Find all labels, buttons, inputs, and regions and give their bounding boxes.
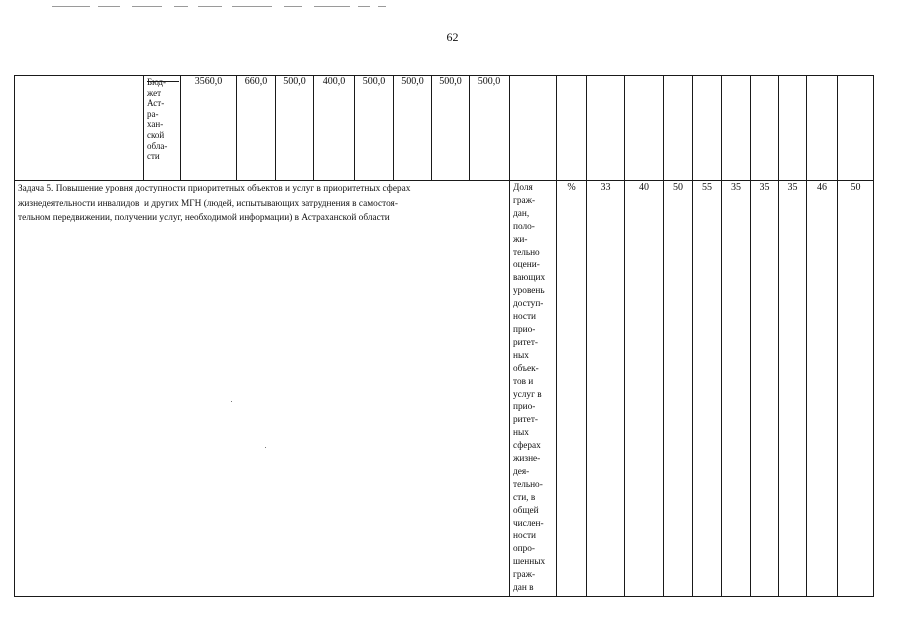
table-bottom-border	[14, 596, 874, 597]
indicator-value: 35	[759, 182, 770, 193]
col-divider	[469, 75, 470, 181]
indicator-value: 35	[787, 182, 798, 193]
col-divider	[313, 75, 314, 181]
col-divider	[721, 75, 722, 597]
indicator-value: 50	[850, 182, 861, 193]
col-divider	[354, 75, 355, 181]
col-divider	[275, 75, 276, 181]
col-divider	[236, 75, 237, 181]
indicator-value: 35	[731, 182, 741, 193]
budget-value: 500,0	[477, 76, 501, 87]
col-divider	[837, 75, 838, 597]
col-divider	[180, 75, 181, 181]
col-divider	[509, 75, 510, 597]
scan-speck	[265, 447, 266, 448]
indicator-value: 40	[639, 182, 649, 193]
budget-source-label: Бюд- жет Аст- ра- хан- ской обла- сти	[147, 77, 168, 162]
budget-value: 400,0	[322, 76, 346, 87]
col-divider	[692, 75, 693, 597]
col-divider	[143, 75, 144, 181]
indicator-value: 46	[817, 182, 827, 193]
indicator-value: 50	[673, 182, 683, 193]
budget-value: 500,0	[362, 76, 386, 87]
scan-artifact	[52, 6, 392, 8]
indicator-value: 55	[702, 182, 712, 193]
budget-value: 660,0	[244, 76, 268, 87]
budget-value: 500,0	[283, 76, 306, 87]
table-left-border	[14, 75, 15, 597]
col-divider	[750, 75, 751, 597]
col-divider	[586, 75, 587, 597]
indicator-value: 33	[600, 182, 611, 193]
budget-value: 500,0	[439, 76, 462, 87]
col-divider	[806, 75, 807, 597]
col-divider	[431, 75, 432, 181]
col-divider	[663, 75, 664, 597]
scan-speck	[231, 401, 232, 402]
task-description: Задача 5. Повышение уровня доступности приоритетных объектов и услуг в приоритетных сферах жизнедеятельности инвалидов и других МГН (людей, испытывающих затруднения в самостоя- тельном передвижении, получении услуг, необходимой информации) в Астраханской области	[18, 184, 411, 224]
unit-cell: %	[567, 182, 576, 193]
budget-value: 500,0	[401, 76, 424, 87]
budget-value: 3560,0	[194, 76, 223, 87]
col-divider	[624, 75, 625, 597]
col-divider	[393, 75, 394, 181]
indicator-description: Доля граж- дан, поло- жи- тельно оцени- вающих уровень доступ- ности прио- ритет- ных объек- тов и услуг в прио- ритет- ных сферах жизне- дея- тельно- сти, в общей числен- ности опро- шенных граж- дан в	[513, 183, 546, 594]
page-number: 62	[446, 30, 459, 44]
col-divider	[778, 75, 779, 597]
col-divider	[556, 75, 557, 597]
table-right-border	[873, 75, 874, 597]
